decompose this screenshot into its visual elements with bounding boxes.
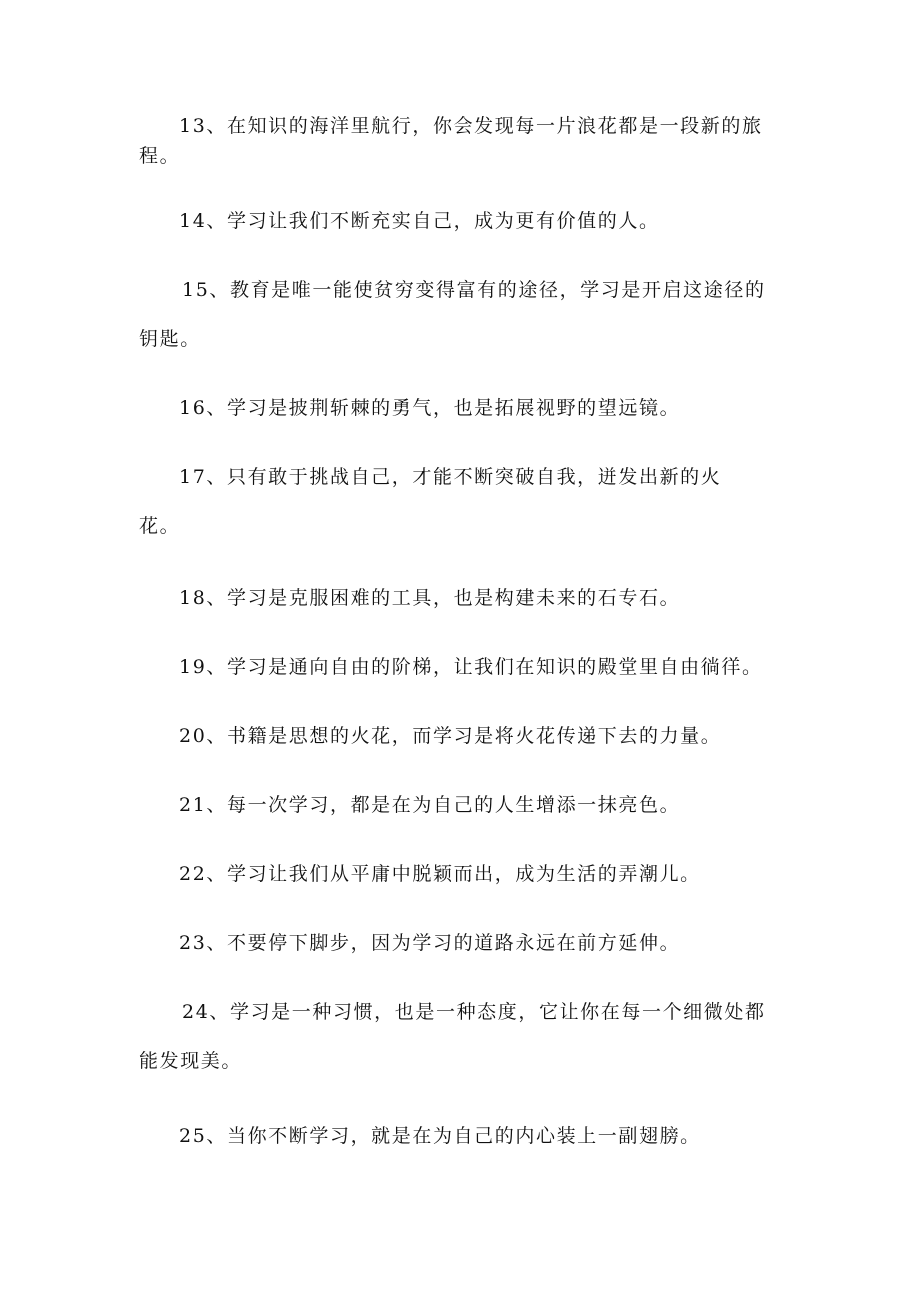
paragraph-23 — [139, 928, 789, 958]
paragraph-19 — [139, 652, 789, 682]
paragraph-line: 23、不要停下脚步，因为学习的道路永远在前方延伸。 — [179, 932, 681, 954]
paragraph-14 — [139, 206, 789, 236]
paragraph-line: 24、学习是一种习惯，也是一种态度，它让你在每一个细微处都 — [182, 1001, 766, 1023]
paragraph-25 — [139, 1121, 789, 1151]
paragraph-13 — [139, 111, 789, 171]
paragraph-22 — [139, 859, 789, 889]
paragraph-line: 13、在知识的海洋里航行，你会发现每一片浪花都是一段新的旅 — [179, 115, 763, 137]
paragraph-line: 16、学习是披荆斩棘的勇气，也是拓展视野的望远镜。 — [179, 397, 681, 419]
paragraph-20 — [139, 721, 789, 751]
paragraph-line: 14、学习让我们不断充实自己，成为更有价值的人。 — [179, 210, 660, 232]
paragraph-line: 21、每一次学习，都是在为自己的人生增添一抹亮色。 — [179, 794, 681, 816]
paragraph-line: 17、只有敢于挑战自己，才能不断突破自我，迸发出新的火 — [179, 466, 722, 488]
paragraph-18 — [139, 583, 789, 613]
paragraph-24 — [139, 997, 789, 1076]
paragraph-line: 19、学习是通向自由的阶梯，让我们在知识的殿堂里自由徜徉。 — [179, 656, 763, 678]
paragraph-21 — [139, 790, 789, 820]
paragraph-line: 25、当你不断学习，就是在为自己的内心装上一副翅膀。 — [179, 1125, 701, 1147]
paragraph-line: 钥匙。 — [139, 328, 201, 350]
paragraph-line: 程。 — [139, 145, 181, 167]
paragraph-17 — [139, 462, 789, 541]
paragraph-line: 花。 — [139, 515, 181, 537]
paragraph-16 — [139, 393, 789, 423]
paragraph-line: 22、学习让我们从平庸中脱颖而出，成为生活的弄潮儿。 — [179, 863, 701, 885]
paragraph-line: 15、教育是唯一能使贫穷变得富有的途径，学习是开启这途径的 — [182, 279, 766, 301]
paragraph-15 — [139, 275, 789, 354]
paragraph-line: 18、学习是克服困难的工具，也是构建未来的石专石。 — [179, 587, 681, 609]
paragraph-line: 20、书籍是思想的火花，而学习是将火花传递下去的力量。 — [179, 725, 722, 747]
paragraph-line: 能发现美。 — [139, 1050, 243, 1072]
